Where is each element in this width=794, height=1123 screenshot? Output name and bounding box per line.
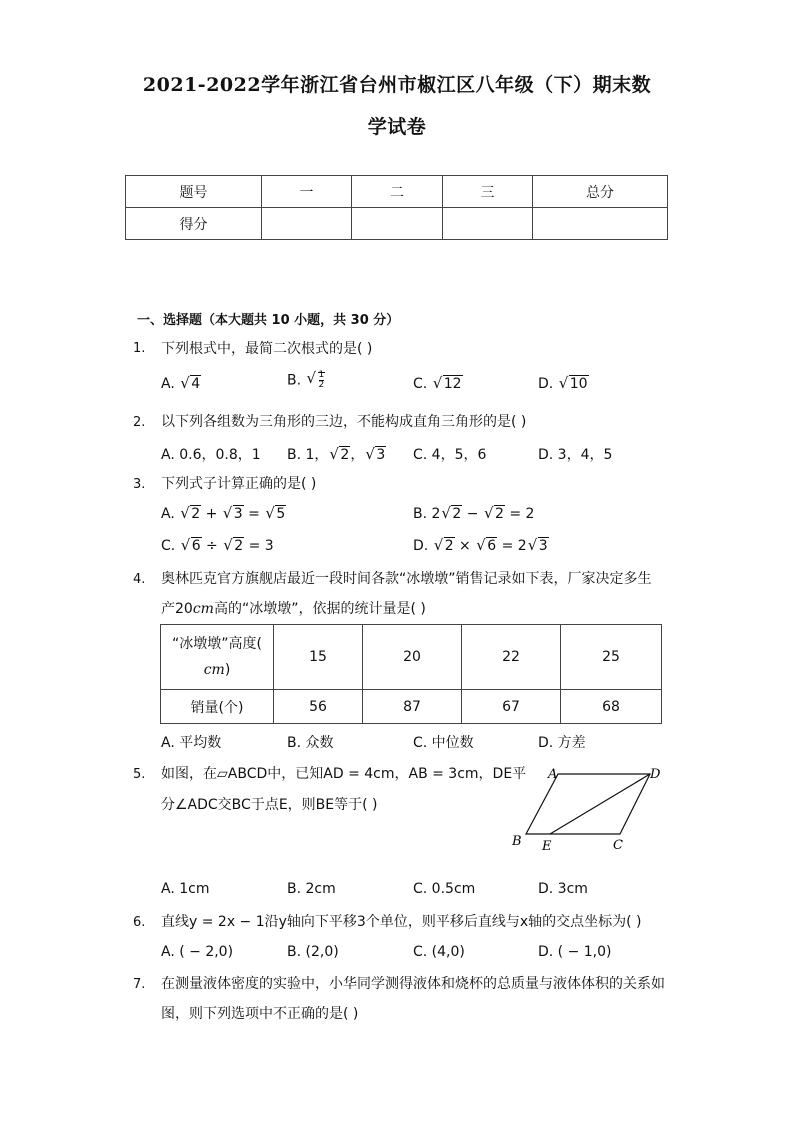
question-5-line-2: 分∠ADC交BC于点E，则BE等于( )	[161, 797, 378, 813]
question-number: 1.	[133, 341, 146, 356]
q1-option-b: B. √ $\frac{1}{2}$	[287, 371, 325, 390]
q2-option-b: B. 1，√ 2，√ 3	[287, 444, 386, 464]
score-header-cell: 一	[262, 176, 352, 208]
q4-option-a: A. 平均数	[161, 735, 222, 751]
question-number: 7.	[133, 977, 146, 992]
sales-table	[160, 624, 662, 724]
question-number: 6.	[133, 915, 146, 930]
title-line-1: 2021-2022学年浙江省台州市椒江区八年级（下）期末数	[142, 74, 652, 96]
vertex-label-b: B	[512, 834, 522, 849]
height-cell: 25	[561, 625, 662, 690]
section-heading: 一、选择题（本大题共 10 小题，共 30 分）	[137, 313, 400, 328]
score-cell	[533, 208, 668, 240]
question-7-line-2: 图，则下列选项中不正确的是( )	[161, 1006, 359, 1022]
sales-table-sales-row	[161, 690, 662, 724]
q3-option-d: D. √ 2 × √ 6 = 2√ 3	[413, 538, 549, 554]
score-row-label: 得分	[126, 208, 262, 240]
score-cell	[443, 208, 533, 240]
sales-table-height-row	[161, 625, 662, 690]
score-table-header-row	[126, 176, 668, 208]
q5-option-a: A. 1cm	[161, 881, 210, 897]
q6-option-a: A. ( − 2,0)	[161, 944, 234, 960]
parallelogram-figure	[508, 764, 668, 854]
height-cell: 22	[462, 625, 561, 690]
score-table	[125, 175, 668, 240]
height-row-label: “冰墩墩”高度( cm)	[161, 625, 274, 690]
q2-option-c: C. 4，5，6	[413, 447, 487, 463]
q1-option-a: A. √ 4	[161, 376, 201, 392]
question-number: 3.	[133, 477, 146, 492]
score-header-cell: 二	[352, 176, 443, 208]
score-table-row	[126, 208, 668, 240]
question-4-line-1: 奥林匹克官方旗舰店最近一段时间各款“冰墩墩”销售记录如下表，厂家决定多生	[161, 571, 652, 587]
sales-cell: 87	[363, 690, 462, 724]
vertex-label-d: D	[650, 767, 661, 782]
question-4-line-2: 产20cm高的“冰墩墩”，依据的统计量是( )	[161, 601, 426, 617]
parallelogram-abcd	[526, 774, 650, 834]
question-6-text: 直线y = 2x − 1沿y轴向下平移3个单位，则平移后直线与x轴的交点坐标为( )	[161, 914, 642, 930]
question-2-text: 以下列各组数为三角形的三边，不能构成直角三角形的是( )	[161, 414, 527, 430]
question-number: 4.	[133, 572, 146, 587]
sales-cell: 68	[561, 690, 662, 724]
q6-option-d: D. ( − 1,0)	[538, 944, 612, 960]
title-line-2: 学试卷	[367, 116, 427, 138]
q3-option-a: A. √ 2 + √ 3 = √ 5	[161, 506, 286, 522]
q5-option-c: C. 0.5cm	[413, 881, 476, 897]
height-cell: 15	[274, 625, 363, 690]
q1-option-d: D. √ 10	[538, 376, 589, 392]
q2-option-d: D. 3，4，5	[538, 447, 613, 463]
question-3-text: 下列式子计算正确的是( )	[161, 476, 317, 492]
q5-option-d: D. 3cm	[538, 881, 588, 897]
q5-option-b: B. 2cm	[287, 881, 336, 897]
score-cell	[262, 208, 352, 240]
vertex-label-a: A	[548, 767, 558, 782]
score-header-cell: 题号	[126, 176, 262, 208]
height-cell: 20	[363, 625, 462, 690]
sales-cell: 67	[462, 690, 561, 724]
q4-option-c: C. 中位数	[413, 735, 474, 751]
point-label-e: E	[542, 839, 552, 854]
question-7-line-1: 在测量液体密度的实验中，小华同学测得液体和烧杯的总质量与液体体积的关系如	[161, 976, 665, 992]
sales-cell: 56	[274, 690, 363, 724]
vertex-label-c: C	[613, 838, 623, 853]
score-header-cell: 三	[443, 176, 533, 208]
q1-option-c: C. √ 12	[413, 376, 463, 392]
score-cell	[352, 208, 443, 240]
q4-option-b: B. 众数	[287, 735, 334, 751]
sales-row-label: 销量(个)	[161, 690, 274, 724]
q3-option-b: B. 2√ 2 − √ 2 = 2	[413, 506, 534, 522]
question-1-text: 下列根式中，最简二次根式的是( )	[161, 341, 373, 357]
q2-option-a: A. 0.6，0.8，1	[161, 447, 261, 463]
question-number: 5.	[133, 767, 146, 782]
q3-option-c: C. √ 6 ÷ √ 2 = 3	[161, 538, 274, 554]
q6-option-b: B. (2,0)	[287, 944, 339, 960]
score-header-cell: 总分	[533, 176, 668, 208]
q6-option-c: C. (4,0)	[413, 944, 465, 960]
q4-option-d: D. 方差	[538, 735, 586, 751]
question-number: 2.	[133, 415, 146, 430]
question-5-line-1: 如图，在▱ABCD中，已知AD = 4cm，AB = 3cm，DE平	[161, 766, 527, 782]
